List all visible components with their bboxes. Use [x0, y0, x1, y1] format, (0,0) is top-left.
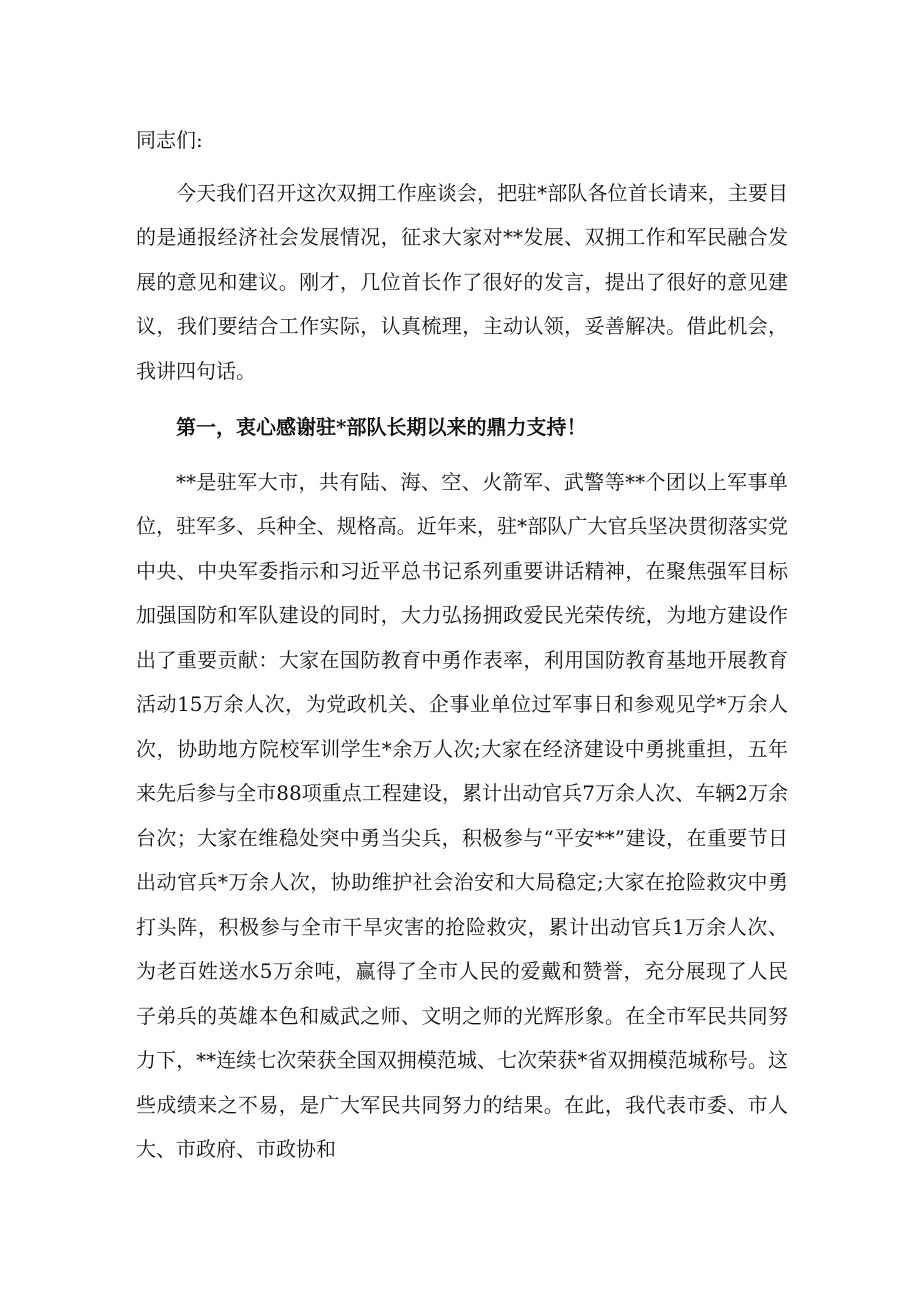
section-1-body: **是驻军大市，共有陆、海、空、火箭军、武警等**个团以上军事单位，驻军多、兵种全、规格高。近年来，驻*部队广大官兵坚决贯彻落实党中央、中央军委指示和习近平总书记系列重要讲话精神，在聚焦强军目标加强国防和军队建设的同时，大力弘扬拥政爱民光荣传统，为地方建设作出了重要贡献：大家在国防教育中勇作表率，利用国防教育基地开展教育活动15万余人次，为党政机关、企事业单位过军事日和参观见学*万余人次，协助地方院校军训学生*余万人次;大家在经济建设中勇挑重担，五年来先后参与全市88项重点工程建设，累计出动官兵7万余人次、车辆2万余台次；大家在维稳处突中勇当尖兵，积极参与“平安**”建设，在重要节日出动官兵*万余人次，协助维护社会治安和大局稳定;大家在抢险救灾中勇打头阵，积极参与全市干旱灾害的抢险救灾，累计出动官兵1万余人次、为老百姓送水5万余吨，赢得了全市人民的爱戴和赞誉，充分展现了人民子弟兵的英雄本色和威武之师、文明之师的光辉形象。在全市军民共同努力下，**连续七次荣获全国双拥模范城、七次荣获*省双拥模范城称号。这些成绩来之不易，是广大军民共同努力的结果。在此，我代表市委、市人大、市政府、市政协和: [136, 469, 788, 1161]
document-page: [136, 118, 788, 1180]
salutation: 同志们:: [136, 128, 203, 152]
section-heading-1: 第一，衷心感谢驻*部队长期以来的鼎力支持！: [176, 415, 587, 439]
intro-paragraph: 今天我们召开这次双拥工作座谈会，把驻*部队各位首长请来，主要目的是通报经济社会发展情况，征求大家对**发展、双拥工作和军民融合发展的意见和建议。刚才，几位首长作了很好的发言，提出了很好的意见建议，我们要结合工作实际，认真梳理，主动认领，妥善解决。借此机会，我讲四句话。: [136, 180, 788, 383]
